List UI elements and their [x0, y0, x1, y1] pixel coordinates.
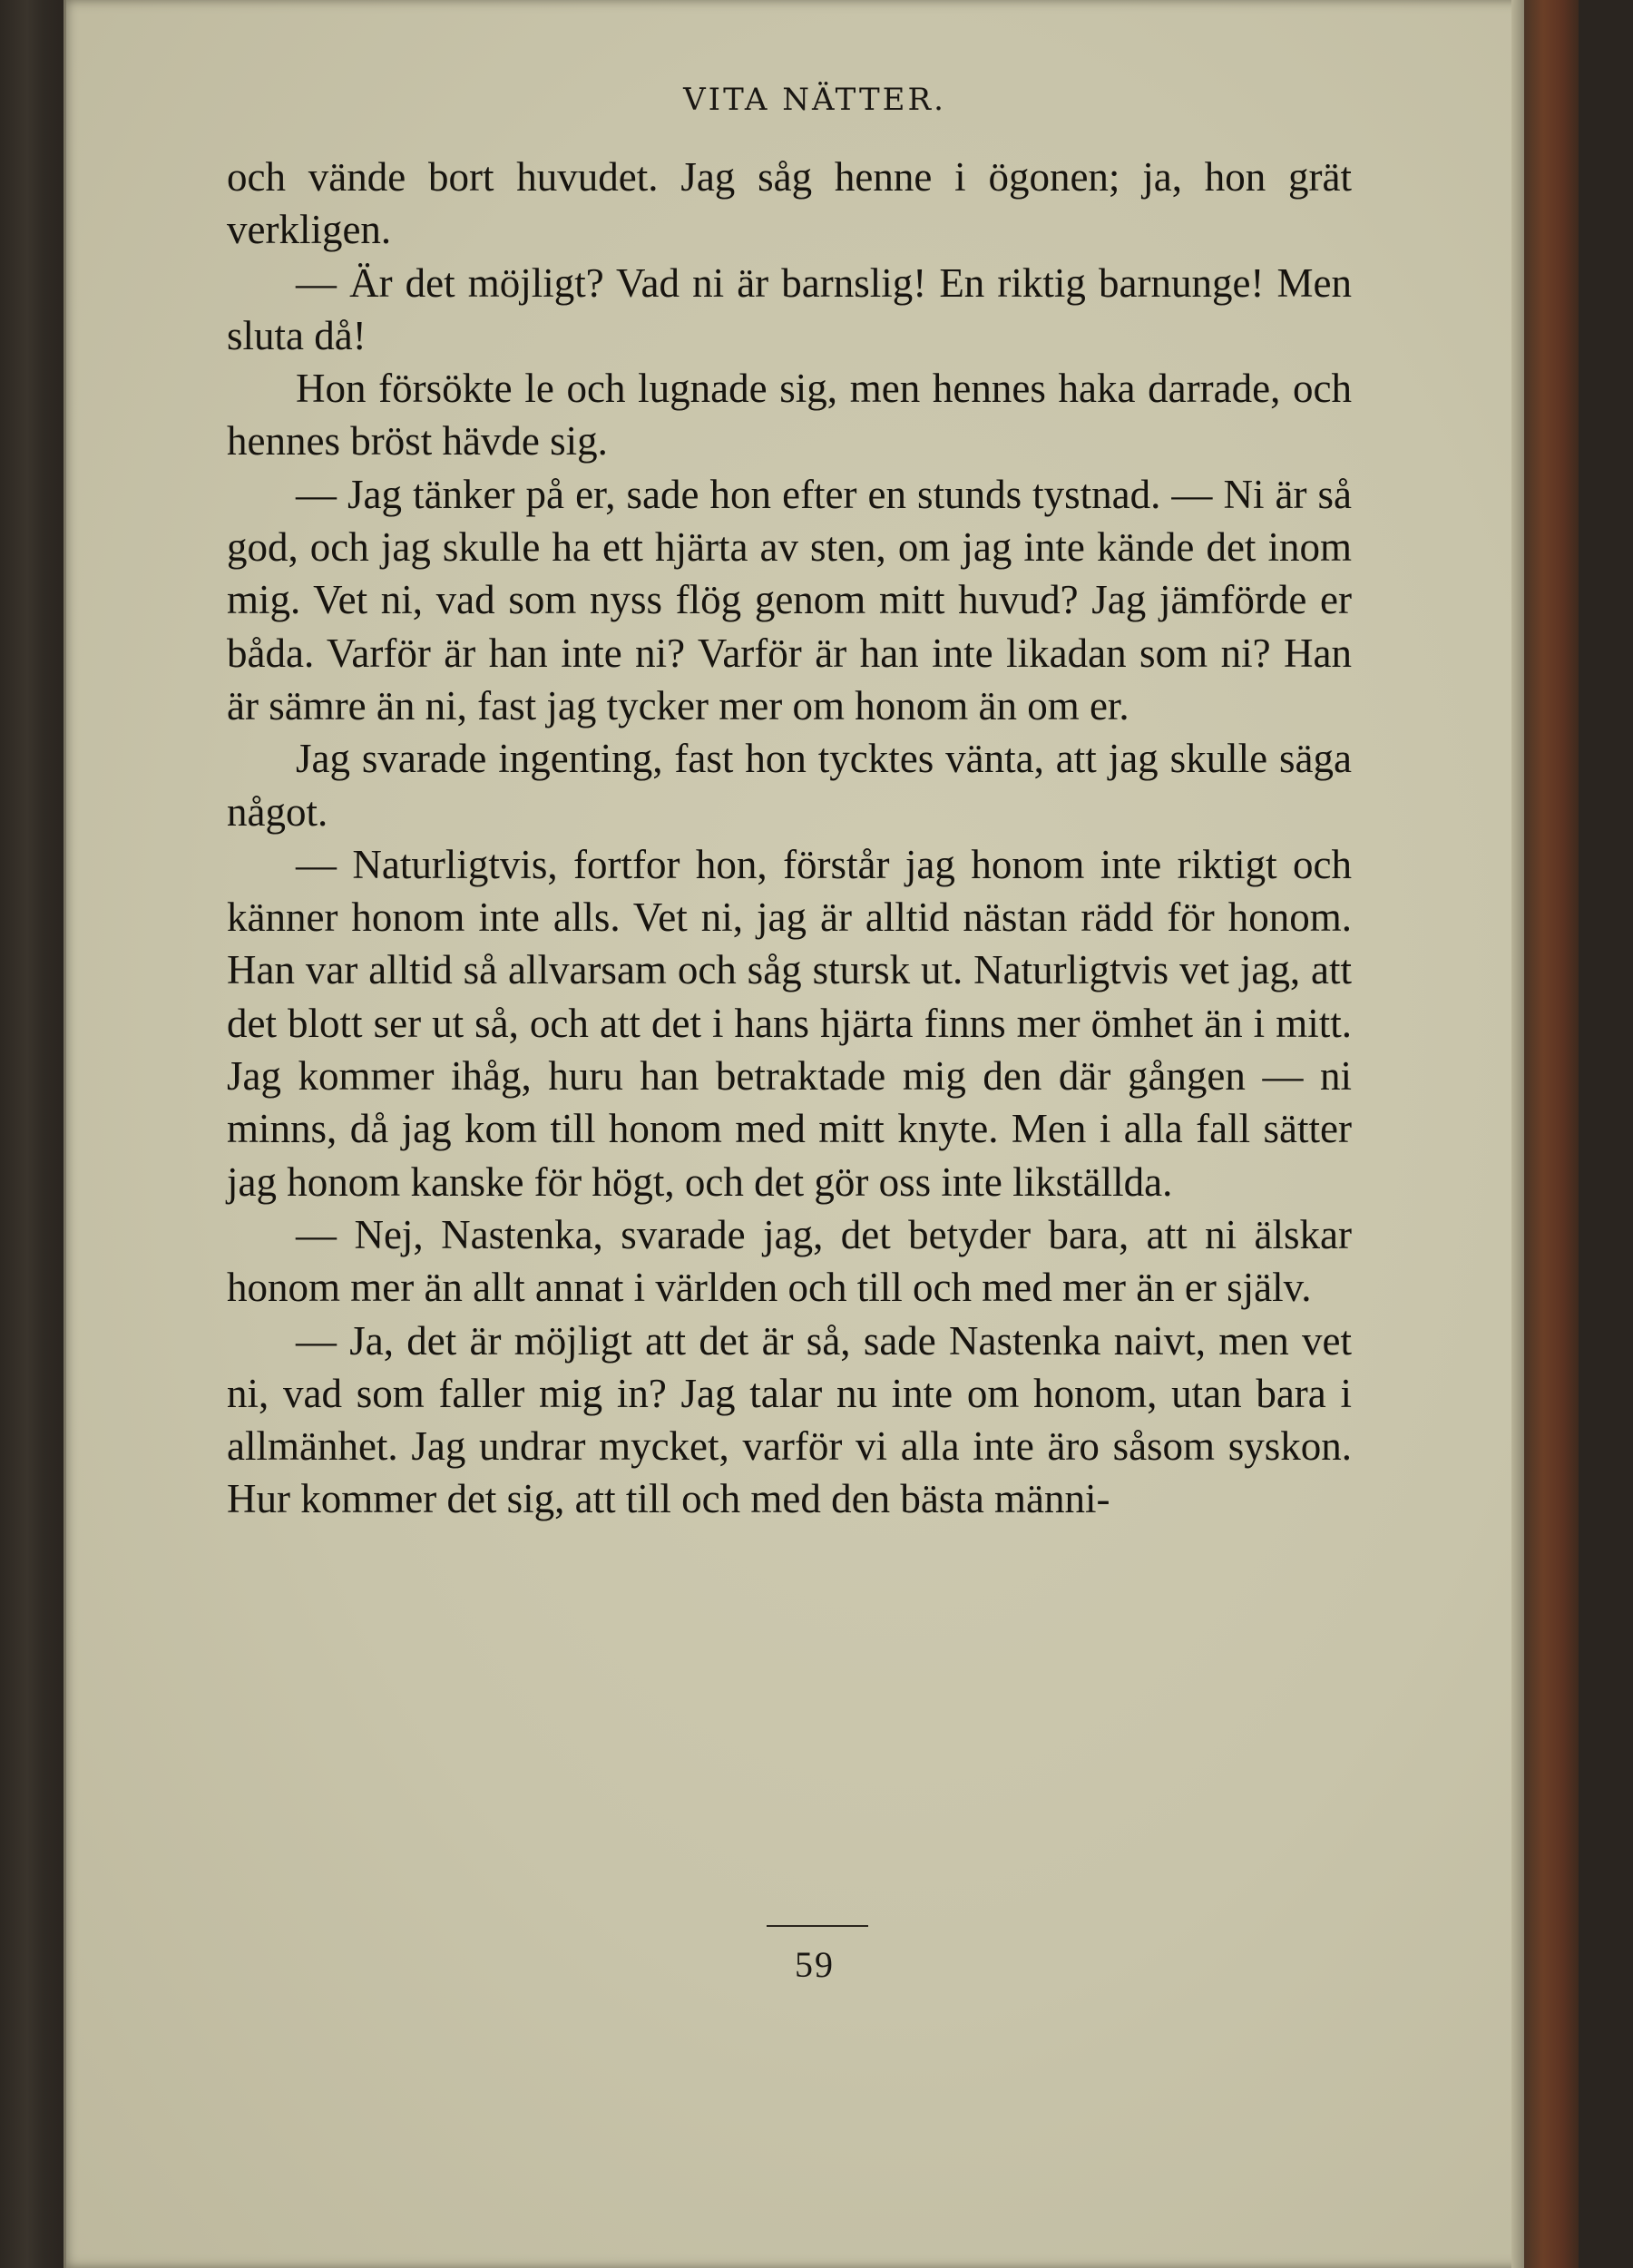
paragraph-4: — Jag tänker på er, sade hon efter en stunds tystnad. — Ni är så god, och jag skulle ha ett hjärta av sten, om jag inte kände det inom mig. Vet ni, vad som nyss flög genom mitt huvud? Jag jämförde er båda. Varför är han inte ni? Varför är han inte likadan som ni? Han är sämre än ni, fast jag tycker mer om honom än om er.	[227, 471, 1352, 728]
page-number: 59	[795, 1944, 835, 1985]
paragraph-6: — Naturligtvis, fortfor hon, förstår jag honom inte riktigt och känner honom inte alls. Vet ni, jag är alltid nästan rädd för honom. Han var alltid så allvarsam och såg stursk ut. Naturligtvis vet jag, att det blott ser ut så, och att det i hans hjärta finns mer ömhet än i mitt. Jag kommer ihåg, huru han betraktade mig den där gången — ni minns, då jag kom till honom med mitt knyte. Men i alla fall sätter jag honom kanske för högt, och det gör oss inte likställda.	[227, 841, 1352, 1205]
page-sheet	[64, 0, 1579, 2268]
page-gutter-edge	[64, 0, 66, 2268]
paragraph-5: Jag svarade ingenting, fast hon tycktes vänta, att jag skulle säga något.	[227, 736, 1352, 835]
running-head: VITA NÄTTER.	[683, 82, 946, 118]
paragraph-2: — Är det möjligt? Vad ni är barnslig! En riktig barnunge! Men sluta då!	[227, 259, 1352, 358]
book-binding	[1524, 0, 1579, 2268]
paragraph-8: — Ja, det är möjligt att det är så, sade Nastenka naivt, men vet ni, vad som faller mig in? Jag talar nu inte om honom, utan bara i allmänhet. Jag undrar mycket, varför vi alla inte äro såsom syskon. Hur kommer det sig, att till och med den bästa männi-	[227, 1317, 1352, 1522]
folio-rule	[767, 1925, 868, 1927]
paragraph-1: och vände bort huvudet. Jag såg henne i ögonen; ja, hon grät verkligen.	[227, 154, 1352, 253]
body-text	[227, 151, 1352, 1526]
page-edge-shadow	[1511, 0, 1524, 2268]
paragraph-3: Hon försökte le och lugnade sig, men hennes haka darrade, och hennes bröst hävde sig.	[227, 366, 1352, 464]
paragraph-7: — Nej, Nastenka, svarade jag, det betyder bara, att ni älskar honom mer än allt annat i världen och till och med mer än er själv.	[227, 1211, 1352, 1311]
